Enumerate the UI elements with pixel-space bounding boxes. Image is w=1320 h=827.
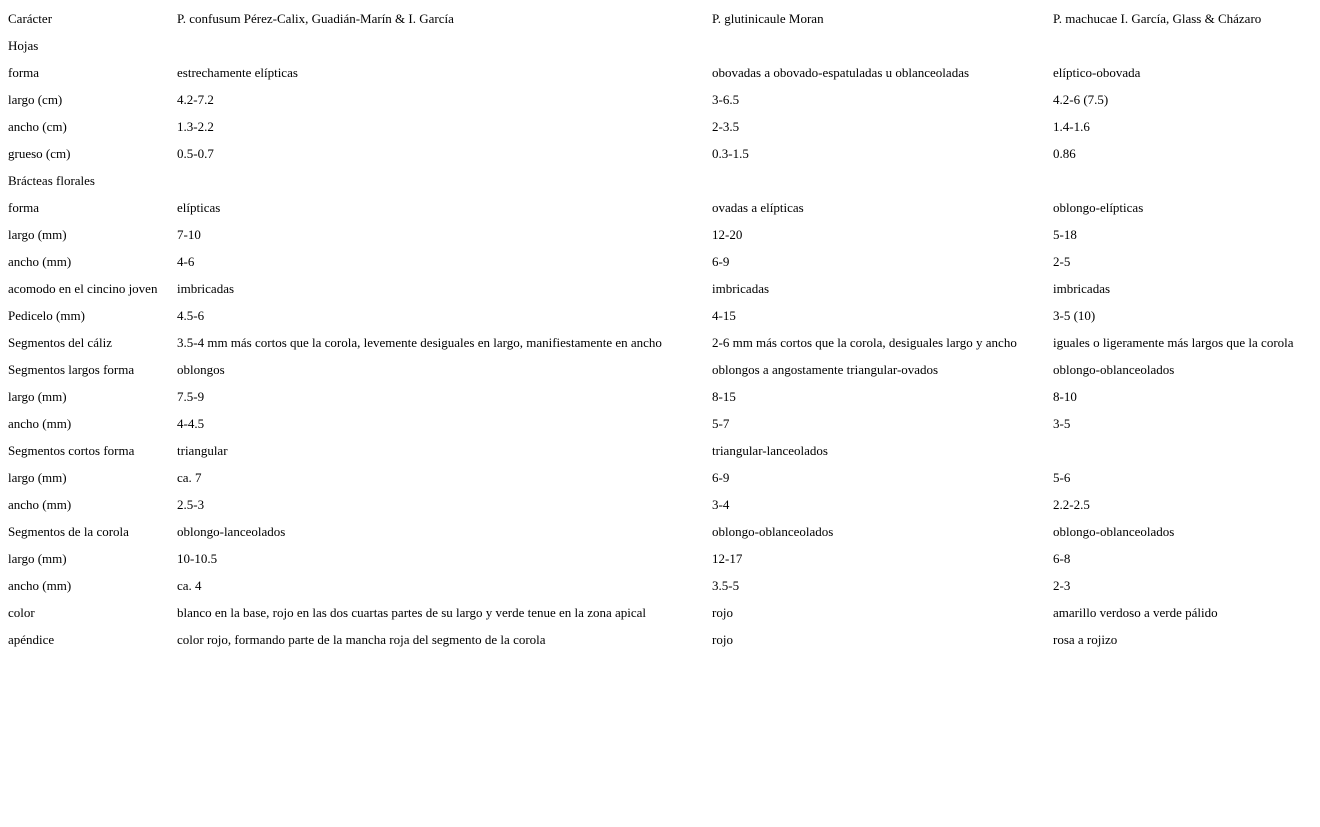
table-cell: elíptico-obovada bbox=[1053, 64, 1141, 80]
table-cell: ca. 4 bbox=[177, 577, 202, 593]
table-cell: 0.86 bbox=[1053, 145, 1076, 161]
table-cell: 3-5 bbox=[1053, 415, 1071, 431]
table-row bbox=[6, 410, 1319, 437]
table-cell: rojo bbox=[712, 604, 733, 620]
table-cell bbox=[175, 32, 710, 59]
table-cell: oblongos a angostamente triangular-ovados bbox=[712, 361, 939, 377]
row-label-cell: Segmentos largos forma bbox=[8, 361, 135, 377]
table-row bbox=[6, 221, 1319, 248]
table-cell: ovadas a elípticas bbox=[712, 199, 804, 215]
table-cell: 2-6 mm más cortos que la corola, desiguales largo y ancho bbox=[712, 334, 1017, 350]
table-cell bbox=[1051, 32, 1319, 59]
table-cell: 3.5-5 bbox=[712, 577, 740, 593]
table-cell: 4-6 bbox=[177, 253, 195, 269]
row-label-cell: forma bbox=[8, 64, 40, 80]
table-cell: 2-3.5 bbox=[712, 118, 740, 134]
table-cell: 5-6 bbox=[1053, 469, 1071, 485]
table-cell: elípticas bbox=[177, 199, 221, 215]
table-cell: 3-6.5 bbox=[712, 91, 740, 107]
table-cell: 4.2-6 (7.5) bbox=[1053, 91, 1109, 107]
table-cell: oblongo-lanceolados bbox=[177, 523, 286, 539]
table-row bbox=[6, 626, 1319, 653]
table-row bbox=[6, 383, 1319, 410]
row-label-cell: ancho (mm) bbox=[8, 577, 72, 593]
table-cell: oblongos bbox=[177, 361, 225, 377]
table-cell: 1.4-1.6 bbox=[1053, 118, 1090, 134]
table-cell: oblongo-oblanceolados bbox=[1053, 361, 1175, 377]
table-cell: oblongo-oblanceolados bbox=[712, 523, 834, 539]
row-label-cell: largo (cm) bbox=[8, 91, 63, 107]
table-cell: 5-18 bbox=[1053, 226, 1077, 242]
table-cell: oblongo-oblanceolados bbox=[1053, 523, 1175, 539]
table-cell bbox=[710, 32, 1051, 59]
table-row bbox=[6, 491, 1319, 518]
table-cell: P. confusum Pérez-Calix, Guadián-Marín & I. García bbox=[177, 10, 454, 26]
table-row bbox=[6, 545, 1319, 572]
table-cell: 3-4 bbox=[712, 496, 730, 512]
row-label-cell: largo (mm) bbox=[8, 226, 67, 242]
table-cell: 4.2-7.2 bbox=[177, 91, 214, 107]
row-label-cell: Segmentos del cáliz bbox=[8, 334, 112, 350]
table-row bbox=[6, 356, 1319, 383]
row-label-cell: Segmentos de la corola bbox=[8, 523, 129, 539]
table-cell: 2.5-3 bbox=[177, 496, 205, 512]
table-cell: 7.5-9 bbox=[177, 388, 205, 404]
table-cell: obovadas a obovado-espatuladas u oblanceoladas bbox=[712, 64, 970, 80]
comparison-table bbox=[6, 5, 1319, 653]
table-cell: 2.2-2.5 bbox=[1053, 496, 1090, 512]
table-cell: P. machucae I. García, Glass & Cházaro bbox=[1053, 10, 1262, 26]
table-row bbox=[6, 140, 1319, 167]
table-cell: 5-7 bbox=[712, 415, 730, 431]
table-row bbox=[6, 86, 1319, 113]
table-cell: oblongo-elípticas bbox=[1053, 199, 1144, 215]
row-label-cell: ancho (cm) bbox=[8, 118, 67, 134]
table-cell: estrechamente elípticas bbox=[177, 64, 298, 80]
table-row bbox=[6, 275, 1319, 302]
table-row bbox=[6, 329, 1319, 356]
table-cell: 6-9 bbox=[712, 469, 730, 485]
row-label-cell: acomodo en el cincino joven bbox=[8, 280, 158, 296]
table-row bbox=[6, 464, 1319, 491]
table-cell: 10-10.5 bbox=[177, 550, 218, 566]
table-cell: amarillo verdoso a verde pálido bbox=[1053, 604, 1218, 620]
table-cell: ca. 7 bbox=[177, 469, 202, 485]
row-label-cell: ancho (mm) bbox=[8, 496, 72, 512]
table-row bbox=[6, 437, 1319, 464]
table-cell: 4-15 bbox=[712, 307, 736, 323]
row-label-cell: ancho (mm) bbox=[8, 415, 72, 431]
table-cell: 3-5 (10) bbox=[1053, 307, 1096, 323]
table-cell: iguales o ligeramente más largos que la corola bbox=[1053, 334, 1294, 350]
table-row bbox=[6, 59, 1319, 86]
table-cell: 4.5-6 bbox=[177, 307, 205, 323]
table-row bbox=[6, 572, 1319, 599]
table-cell: 2-3 bbox=[1053, 577, 1071, 593]
row-label-cell: Brácteas florales bbox=[8, 172, 95, 188]
table-body bbox=[6, 5, 1319, 653]
header-row bbox=[6, 5, 1319, 32]
table-row bbox=[6, 599, 1319, 626]
table-row bbox=[6, 194, 1319, 221]
table-cell: P. glutinicaule Moran bbox=[712, 10, 824, 26]
table-cell: rojo bbox=[712, 631, 733, 647]
table-cell: color rojo, formando parte de la mancha roja del segmento de la corola bbox=[177, 631, 546, 647]
table-cell: 2-5 bbox=[1053, 253, 1071, 269]
table-cell bbox=[175, 167, 710, 194]
table-row bbox=[6, 518, 1319, 545]
table-cell: 6-9 bbox=[712, 253, 730, 269]
table-row bbox=[6, 167, 1319, 194]
table-cell: blanco en la base, rojo en las dos cuartas partes de su largo y verde tenue en la zona apical bbox=[177, 604, 647, 620]
table-row bbox=[6, 248, 1319, 275]
table-cell: 12-20 bbox=[712, 226, 743, 242]
table-cell: 7-10 bbox=[177, 226, 201, 242]
table-cell bbox=[1051, 167, 1319, 194]
row-label-cell: grueso (cm) bbox=[8, 145, 71, 161]
table-row bbox=[6, 32, 1319, 59]
table-cell: 3.5-4 mm más cortos que la corola, levemente desiguales en largo, manifiestamente en ancho bbox=[177, 334, 662, 350]
row-label-cell: Hojas bbox=[8, 37, 39, 53]
table-cell: triangular-lanceolados bbox=[712, 442, 828, 458]
row-label-cell: Carácter bbox=[8, 10, 53, 26]
table-cell: imbricadas bbox=[712, 280, 770, 296]
table-cell: triangular bbox=[177, 442, 228, 458]
table-cell: 6-8 bbox=[1053, 550, 1071, 566]
table-row bbox=[6, 113, 1319, 140]
row-label-cell: largo (mm) bbox=[8, 388, 67, 404]
row-label-cell: forma bbox=[8, 199, 40, 215]
table-cell bbox=[1051, 437, 1319, 464]
table-row bbox=[6, 302, 1319, 329]
table-cell: 12-17 bbox=[712, 550, 743, 566]
row-label-cell: largo (mm) bbox=[8, 550, 67, 566]
table-cell bbox=[710, 167, 1051, 194]
table-cell: 0.3-1.5 bbox=[712, 145, 749, 161]
table-cell: 1.3-2.2 bbox=[177, 118, 214, 134]
table-cell: 0.5-0.7 bbox=[177, 145, 214, 161]
table-cell: 8-15 bbox=[712, 388, 736, 404]
row-label-cell: ancho (mm) bbox=[8, 253, 72, 269]
row-label-cell: largo (mm) bbox=[8, 469, 67, 485]
row-label-cell: color bbox=[8, 604, 35, 620]
row-label-cell: apéndice bbox=[8, 631, 55, 647]
table-cell: imbricadas bbox=[1053, 280, 1111, 296]
table-cell: imbricadas bbox=[177, 280, 235, 296]
row-label-cell: Pedicelo (mm) bbox=[8, 307, 85, 323]
table-cell: 8-10 bbox=[1053, 388, 1077, 404]
table-cell: 4-4.5 bbox=[177, 415, 205, 431]
table-cell: rosa a rojizo bbox=[1053, 631, 1118, 647]
row-label-cell: Segmentos cortos forma bbox=[8, 442, 135, 458]
